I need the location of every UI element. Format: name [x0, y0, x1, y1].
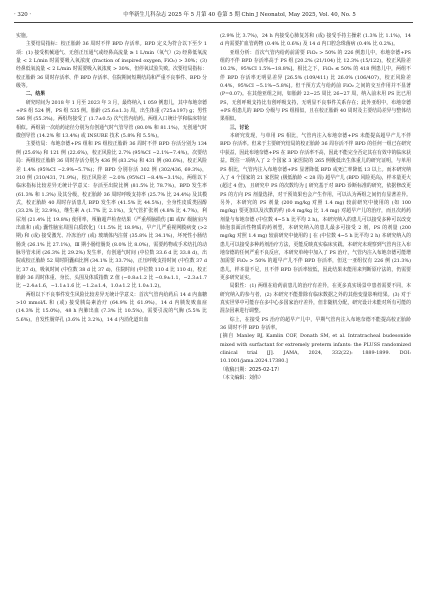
paragraph-discussion: 本研究发现，与单用 PS 相比，气管内注入布地奈德+PS 未能提高超早产儿不伴 BPD 存活率。但来于主要研究结局的校正胎龄 36 周存活不伴 BPD 的任何一组已在研究中获益，因此布地奈德+PS 在 BPD 存活率不高，因此不能完全否定其在有效中的临床获益。既往一项纳入了 2 个国家 3 家医院的 265 例极低出生体重儿的研究证明，与单用 PS 相比，气管内注入布地奈德+PS 显著降低 BPD 或死亡率降低 13 以上。而本研究纳入了 4 个国家的 21 家医院 (极低胎龄 < 28 周) 超早产儿 (BPD 风险更高)，样本量更大 (超过 4 倍)，且研究中 PS 的次数均为 [ 研究基于对 BPD 诊断标准的研究，依据修改更 PS 的方向 PS 剂量选择，对干预效果也会产生作用，可以认为两组之间仍有显著差异。另外，本研究的 PS 剂量 (200 mg/kg 对照 1.4 mg) 较前研究中使用的 (如 100 mg/kg) 要更加以及次数的约 (0.4 mg/kg 比 1.4 mg) 对超早产儿的治疗，而且次药药剂量与布地奈德 (中位数 4~5 h 比平均 2 h)。本研究纳入的患儿可以接受多种可以改变肺泡表面活性物质的药剂型，本研究纳入的患儿最多可接受 2 剂，PS 的剂量 (200 mg/kg 对照 1.4 mg) 较前研究中使用的 [ 在 (中位数 4~5 h 比平均 2 h) 本研究纳入的患儿可以接受多种药剂治疗方法，更能反映真实临床实践。本研究未观察到气管内注入布地奈德的任何严重不良反应，本研究单纯中加入了 PS 治疗，气管内注入布地奈德可能增加需要 FiO₂ > 50% 的超早产儿不伴 BPD 存活率，但这一亚组仅有 226 例 (21.3%) 患儿，样本量不足，且不伴 BPD 存活率较低，因此结果未能用来判断原疗法的，仍需要更多研究证实。 — [220, 133, 411, 281]
journal-citation-line: 中华新生儿科杂志 2025 年 5 月第 40 卷第 5 期 Chin J Neonatol, May 2025, Vol. 40, No. 5 — [123, 12, 356, 18]
paragraph-conclusion: 综上，在接受 PS 治疗的超早产儿中，早期气管内注入布地奈德不能提高校正胎龄 36 周时不伴 BPD 存活率。 — [220, 316, 411, 332]
paragraph: (2.9% 比 3.7%)，24 h 内接受心肺复苏和 (或) 接受手持主操索 (1.3% 比 1.1%)，14 d 内需要扩血管药物 (0.4% 比 0.6%) 及 14 d 内口腔念珠菌病 (0.4% 比 0.2%)。 — [220, 33, 411, 48]
paragraph: 实施。 — [16, 33, 31, 39]
paragraph-subgroup-analysis: 亚组分析：首次气管内给药前需要 FiO₂ > 50% 的 226 例患儿中，布地奈德+PS 组的不伴 BPD 存活率高于 PS 组 [20.2% (21/104) 比 12.3% (15/122)，校正风险差 10.2%，95%CI 1.5%~18.8%]。相比之下，FiO₂ ≤ 50% 的 418 例患儿中，两组不伴 BPD 存活率无明显差异 [26.5% (109/411) 比 26.0% (106/407)，校正风险差 0.4%，95%CI −5.1%~5.8%]。但干预方式与给药前 FiO₂ 之间的交互作用并不显著 (P=0.07)。在其他亚组之间，如胎龄 22~25 周比 26~27 周，纳入前未用 PS 比已用 PS，无创呼吸支持比有创呼吸支持，无明显不良事件关系存在；此外亚组中，布地奈德+PS 组患儿的 BPD 分级与 PS 组相似，且在校正胎龄 40 周时及主要结局差异与整体结果相似。 — [220, 49, 411, 123]
section-heading-discussion: 三、讨论 — [229, 124, 250, 131]
received-date: （收稿日期：2025-02-17） — [220, 366, 283, 373]
paragraph-adverse-events: 两组以下不良事件发生风险比较差异无统计学意义：首次气管内给药后 14 d 内血糖 >10 mmol/L 和 (或) 接受胰岛素治疗 (64.9% 比 61.9%)，14 d 内胰发败血症 (14.3% 比 15.0%)，48 h 内肺出血 (7.3% 比 10.5%)，需要引流的气胸 (5.5% 比 5.6%)，自发性肠穿孔 (3.6% 比 3.2%)，14 d 内消化道出血 — [16, 291, 207, 323]
reference-block — [220, 332, 411, 382]
reference-citation: [摘自 Manley BJ, Kamlin COF, Donath SM, et al. Intratracheal budesonide mixed with surfactant for extremely preterm infants: the PLUSS randomized clinical trial [J]. JAMA, 2024, 332(22): 1889-1899. DOI: 10.1001/jama.2024.17380.] — [220, 333, 411, 365]
paragraph-primary-outcome: 主要结局：布地奈德+PS 组和 PS 组校正胎龄 36 周时不伴 BPD 存活分别为 134 例 (25.6%) 和 121 例 (22.6%)，校正风险比 2.7% (95%CI −2.1%~7.4%)。次要结局：两组校正胎龄 36 周时存活分别为 436 例 (83.2%) 和 431 例 (80.6%)，校正风险差 1.4% (95%CI −2.9%~5.7%)；伴 BPD 分别存活 302 例 (302/436, 69.3%)，310 例 (310/431, 71.9%)，校正风险差 −2.0% (95%CI −8.4%~3.1%)。两组以下临床指标比较差异无统计学意义：存活至出院比例 (81.5% 比 78.7%)，BPD 发生率 (61.3% 和 1.3%) 及其分级，校正胎龄 36 周时呼吸支持率 (25.7% 比 24.4%) 及其模式，校正胎龄 40 周时存活患儿 BPD 发生率 (41.5% 比 44.5%)，全身性皮质类固醇 (33.2% 比 32.9%)，继生素 A (1.7% 比 2.1%)，支气管扩张剂 (4.8% 比 4.7%)，利尿剂 (21.4% 比 19.8%) 使用率，颅脑超声检查结果（严重颅脑损伤 [Ⅲ 或Ⅳ 级脑室内出血和 (或) 囊性脑室周围白质软化]（11.5% 比 18.9%)，早产儿严重视网膜病变 (>2 期) 和 (或) 接受激光、冷冻治疗 (或) 玻璃体内注射 (35.8% 比 34.1%)，坏死性小肠结肠炎 (26.1% 比 27.1%)，Ⅲ 期小肠结肠炎 (8.0% 比 8.0%)，需要药物或手术结扎的动脉导管未闭 (26.3% 比 29.2%) 发生率，有创通气时间 (中位数 33.6 d 比 33.8 d)，出院或校正胎龄 52 周时阴囊疝比例 (34.1% 比 33.7%)，正压呼吸支持时间 (中位数 37 d 比 37 d)，吸氧时间 (中位数 38 d 比 37 d)，住院时间 (中位数 110 d 比 110 d)，校正胎龄 36 周时体重、身长、头围及体质指数 Z 值 (−0.8±1.2 比 −0.9±1.1，−2.3±1.7 比 −2.4±1.6，−1.1±1.6 比 −1.2±1.4，1.0±1.2 比 1.0±1.2)。 — [16, 141, 207, 290]
paragraph-study-population: 研究时间为 2018 年 1 月至 2023 年 3 月，最终纳入 1 059 例患儿，其中布地奈德+PS 组 524 例，PS 组 535 例。胎龄 (25.6±1.3) 周，出生体重 (725±197) g；男性 586 例 (55.3%)。两组均接受了 (1.7±0.5) 次气管内给药。两组入口统计学和临床特征相似。两组第一次给药途径分别为有创通气时气管导管 (80.0% 和 81.1%)，无创通气时微创导管 (14.2% 和 13.4%) 或 INSURE 技术 (5.8% 和 5.5%)。 — [16, 99, 207, 140]
left-column — [16, 32, 207, 324]
page-number: · 320 · — [14, 12, 32, 18]
paragraph-limitations: 局限性：(1) 两组在给药前患儿的治疗有差异，在更多真实场景中患者需要不同，本研究纳入的参与者，(2) 本研究不能排除有临床数据之外的其他变量影响结果。(3) 对于真实世界中可能存在多中心多国家治疗差异，但非随机分配，研究设计未能对所有可能的混杂因素进行调整。 — [220, 283, 411, 315]
paragraph-outcome-definitions: 主要结局指标：校正胎龄 36 周时不伴 BPD 存活率。BPD 定义为符合以下至少 1 项：(1) 接受机械通气、无创正压通气或经鼻高流量 ≥ 1 L/min（氧气）(2) 经鼻低氧流量 < 2 L/min 时需要吸入氧浓度 (fraction of inspired oxygen, FiO₂) > 30%；(3) 经鼻低氧流量 < 2 L/min 时需要吸入氧浓度 > 30%，但停氧试验失败。次要结局指标：校正胎龄 36 周时存活率、伴 BPD 存活率、住院期间短期结局和严重不良事件、BPD 分级等。 — [16, 41, 207, 90]
editor-credit: （本文编辑：刘伟） — [220, 375, 264, 382]
section-heading-results: 二、结果 — [25, 91, 46, 98]
running-header — [14, 10, 413, 23]
right-column — [220, 32, 411, 382]
